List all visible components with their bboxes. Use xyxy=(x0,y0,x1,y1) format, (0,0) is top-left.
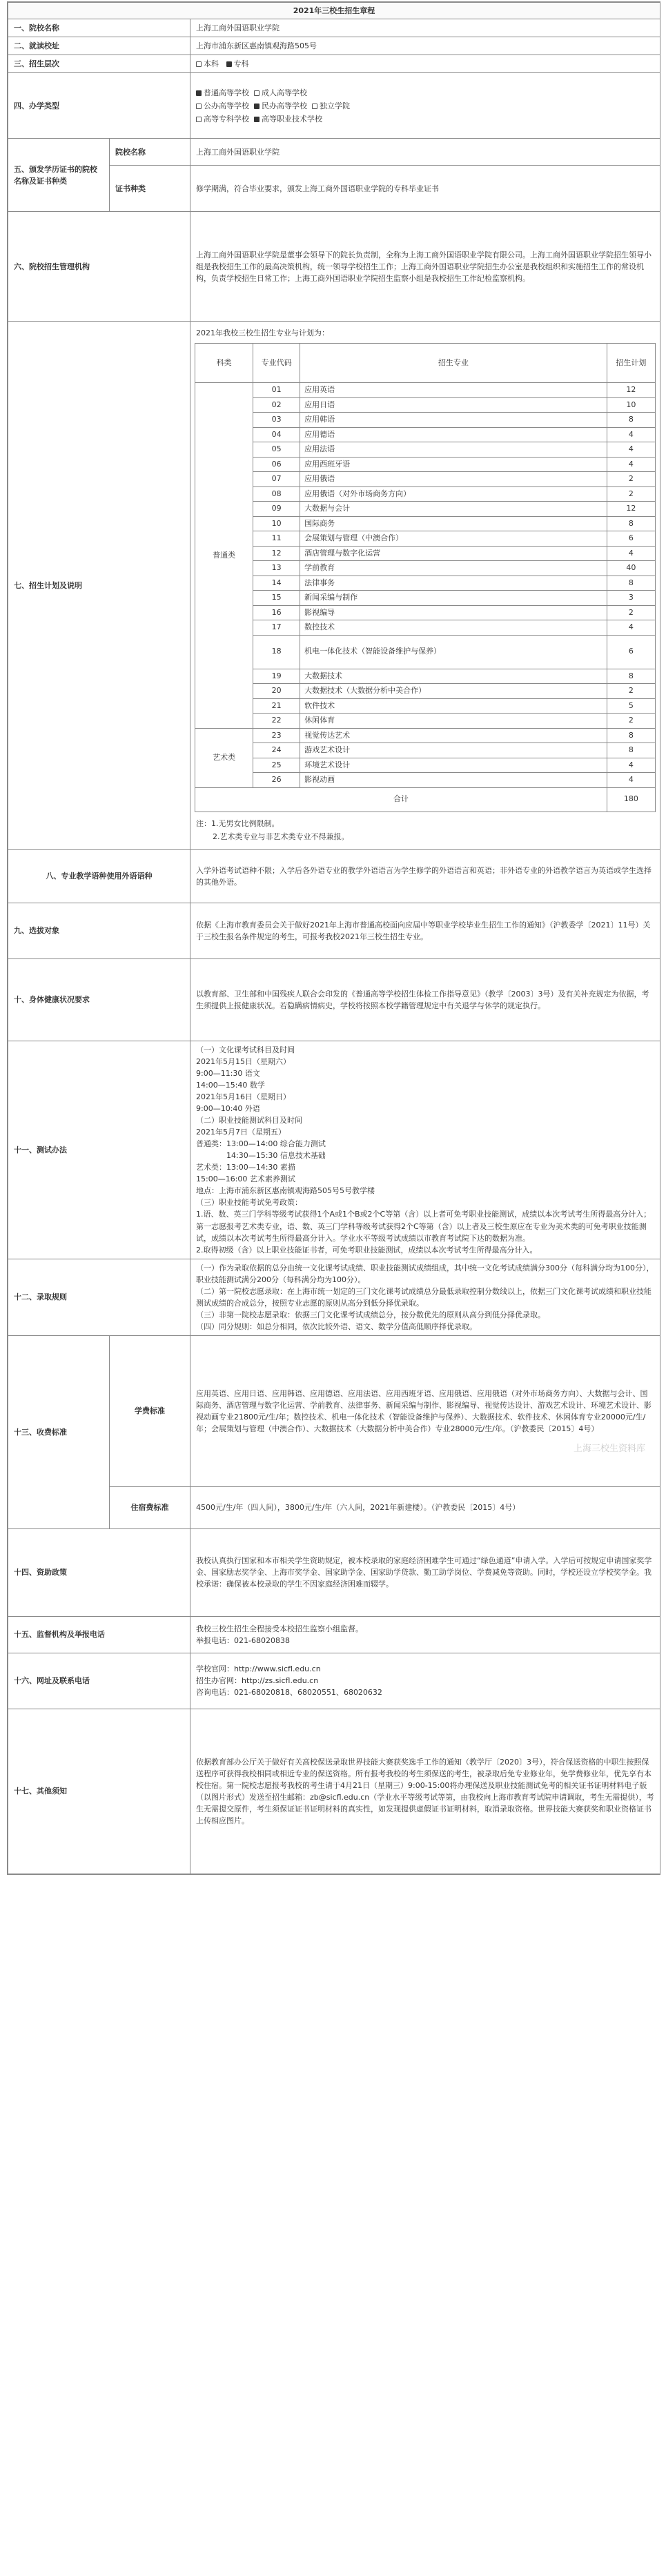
value-admin-body: 上海工商外国语职业学院是董事会领导下的院长负责制，全称为上海工商外国语职业学院有限公司。上海工商外国语职业学院招生领导小组是我校招生工作的最高决策机构，统一领导学校招生工作；上海工商外国语职业学院招生办公室是我校组织和实施招生工作的常设机构，负责学校招生日常工作；上海工商外国语职业学院招生监察小组是我校招生工作纪检监察机构。 xyxy=(190,212,660,322)
major-count: 2 xyxy=(607,486,655,502)
major-name: 应用英语 xyxy=(300,383,607,398)
category-art: 艺术类 xyxy=(195,728,253,787)
major-code: 05 xyxy=(253,442,300,458)
note-2: 2.艺术类专业与非艺术类专业不得兼报。 xyxy=(213,832,349,841)
checkbox-icon xyxy=(254,117,259,122)
label-cert-school: 院校名称 xyxy=(110,139,190,166)
text-line: （三）非第一院校志愿录取：依据三门文化课考试成绩总分，按分数优先的原则从高分到低分择优录取。 xyxy=(196,1310,545,1319)
checkbox-icon xyxy=(196,117,202,122)
text-line: 2.取得初级（含）以上职业技能证书者，可免考职业技能测试，成绩以本次考试考生所得最高分计入。 xyxy=(196,1245,538,1255)
label-supervision: 十五、监督机构及举报电话 xyxy=(8,1616,190,1653)
label-campus-address: 二、就读校址 xyxy=(8,37,190,55)
major-code: 15 xyxy=(253,591,300,606)
category-general: 普通类 xyxy=(195,383,253,729)
major-count: 2 xyxy=(607,605,655,620)
contact-admission-site: 招生办官网：http://zs.sicfl.edu.cn xyxy=(196,1676,319,1686)
major-name: 应用德语 xyxy=(300,427,607,442)
major-code: 21 xyxy=(253,698,300,714)
major-code: 09 xyxy=(253,502,300,517)
text-line: 普通类：13:00—14:00 综合能力测试 xyxy=(196,1139,326,1149)
major-name: 应用日语 xyxy=(300,397,607,413)
checkbox-icon xyxy=(254,90,259,96)
label-certificate: 五、颁发学历证书的院校名称及证书种类 xyxy=(8,139,110,212)
label-aid: 十四、资助政策 xyxy=(8,1528,190,1616)
row-campus-address xyxy=(8,37,660,55)
row-enrollment-plan xyxy=(8,322,660,850)
major-count: 4 xyxy=(607,758,655,773)
text-line: （三）职业技能考试免考政策： xyxy=(196,1198,302,1208)
row-admission-rules xyxy=(8,1259,660,1335)
major-code: 11 xyxy=(253,531,300,547)
major-name: 应用韩语 xyxy=(300,413,607,428)
value-level xyxy=(190,55,660,73)
checkbox-icon xyxy=(312,104,317,109)
quota-row xyxy=(195,698,656,714)
test-lines xyxy=(196,1044,654,1256)
quota-row xyxy=(195,635,656,669)
quota-row xyxy=(195,457,656,472)
major-code: 12 xyxy=(253,546,300,561)
admission-charter-document xyxy=(7,1,660,1875)
major-code: 25 xyxy=(253,758,300,773)
quota-row xyxy=(195,397,656,413)
document-title: 2021年三校生招生章程 xyxy=(8,3,660,19)
row-school-name xyxy=(8,19,660,37)
text-line: 1.语、数、英三门学科等级考试获得1个A或1个B或2个C等第（含）以上者可免考职业技能测试，成绩以本次考试考生所得最高分计入；第一志愿报考艺术类专业，语、数、英三门学科等级考试获得2个C等第（含）以上者及三校生原应在专业为美术类的可免考职业技能测试，成绩以本次考试考生所得最高分计入。学业水平等级考试成绩以市教育考试院下达的数据为准。 xyxy=(196,1210,652,1243)
major-count: 8 xyxy=(607,743,655,758)
note-1: 注：1.无男女比例限制。 xyxy=(196,818,280,828)
label-level: 三、招生层次 xyxy=(8,55,190,73)
row-admin-body xyxy=(8,212,660,322)
label-school-type: 四、办学类型 xyxy=(8,73,190,139)
type-line-1: 公办高等学校 民办高等学校 独立学院 xyxy=(196,99,654,112)
major-code: 26 xyxy=(253,773,300,788)
quota-row xyxy=(195,773,656,788)
plan-notes xyxy=(195,812,656,848)
quota-table xyxy=(195,343,656,812)
value-enrollment-plan xyxy=(190,322,660,850)
major-code: 22 xyxy=(253,714,300,729)
quota-row xyxy=(195,669,656,684)
major-code: 24 xyxy=(253,743,300,758)
row-aid xyxy=(8,1528,660,1616)
major-code: 08 xyxy=(253,486,300,502)
value-school-name: 上海工商外国语职业学院 xyxy=(190,19,660,37)
contact-website: 学校官网：http://www.sicfl.edu.cn xyxy=(196,1664,321,1674)
quota-row xyxy=(195,591,656,606)
label-health: 十、身体健康状况要求 xyxy=(8,958,190,1041)
label-admin-body: 六、院校招生管理机构 xyxy=(8,212,190,322)
checkbox-icon xyxy=(254,104,259,109)
row-supervision xyxy=(8,1616,660,1653)
value-aid: 我校认真执行国家和本市相关学生资助规定，被本校录取的家庭经济困难学生可通过“绿色通道”申请入学。入学后可按规定申请国家奖学金、国家励志奖学金、上海市奖学金、国家助学金、国家助学贷款、勤工助学岗位、学费减免等资助。同时，学校还设立学校奖学金。我校承诺：确保被本校录取的学生不因家庭经济困难而辍学。 xyxy=(190,1528,660,1616)
quota-row xyxy=(195,561,656,576)
major-count: 8 xyxy=(607,576,655,591)
quota-row xyxy=(195,427,656,442)
value-dorm: 4500元/生/年（四人间），3800元/生/年（六人间，2021年新建楼）。（沪教委民〔2015〕4号） xyxy=(190,1486,660,1528)
major-name: 大数据与会计 xyxy=(300,502,607,517)
text-line: （四）同分规则：如总分相同，依次比较外语、语文、数学分值高低顺序择优录取。 xyxy=(196,1321,477,1331)
value-test-method xyxy=(190,1041,660,1259)
label-notes: 十七、其他须知 xyxy=(8,1709,190,1874)
supervision-line-1: 我校三校生招生全程接受本校招生监察小组监督。 xyxy=(196,1624,363,1633)
major-count: 8 xyxy=(607,728,655,743)
text-line: 9:00—10:40 外语 xyxy=(196,1104,260,1114)
text-line: 9:00—11:30 语文 xyxy=(196,1068,260,1078)
row-health xyxy=(8,958,660,1041)
row-notes xyxy=(8,1709,660,1874)
quota-row xyxy=(195,442,656,458)
major-count: 4 xyxy=(607,442,655,458)
major-count: 4 xyxy=(607,427,655,442)
text-line: 2021年5月16日（星期日） xyxy=(196,1092,291,1102)
major-name: 应用俄语 xyxy=(300,472,607,487)
text-line: 艺术类：13:00—14:30 素描 xyxy=(196,1163,295,1172)
major-code: 04 xyxy=(253,427,300,442)
text-line: 14:30—15:30 信息技术基础 xyxy=(196,1151,326,1161)
value-school-type xyxy=(190,73,660,139)
row-certificate-school xyxy=(8,139,660,166)
value-notes: 依据教育部办公厅关于做好有关高校保送录取世界技能大赛获奖选手工作的通知（教学厅〔2020〕3号），符合保送资格的中职生按照保送程序可获得我校相同或相近专业的保送资格。所有报考我校的考生须保送的考生，被录取后免专业修业年，免学费修业年，优先享有本校住宿。第一院校志愿报考我校的考生请于4月21日（星期三）9:00-15:00将办理保送及职业技能测试免考的相关证书证明材料电子版（以图片形式）发送至招生邮箱：zb@sicfl.edu.cn（学业水平等级考试等第，由我校向上海市教育考试院申请调取，考生无需提供），考生无需提交原件，考生须保证证书证明材料的真实性，如发现提供虚假证书证明材料，取消录取资格。世界技能大赛获奖和职业资格证书上传相应图片。 xyxy=(190,1709,660,1874)
label-candidates: 九、选拔对象 xyxy=(8,903,190,958)
major-name: 酒店管理与数字化运营 xyxy=(300,546,607,561)
row-teaching-language xyxy=(8,849,660,903)
major-count: 5 xyxy=(607,698,655,714)
major-code: 17 xyxy=(253,620,300,636)
text-line: （一）文化课考试科目及时间 xyxy=(196,1045,295,1054)
major-name: 会展策划与管理（中澳合作） xyxy=(300,531,607,547)
major-code: 01 xyxy=(253,383,300,398)
plan-intro: 2021年我校三校生招生专业与计划为： xyxy=(196,328,329,338)
row-test-method xyxy=(8,1041,660,1259)
major-code: 20 xyxy=(253,684,300,699)
major-count: 12 xyxy=(607,502,655,517)
major-count: 40 xyxy=(607,561,655,576)
major-count: 4 xyxy=(607,457,655,472)
major-code: 23 xyxy=(253,728,300,743)
major-code: 07 xyxy=(253,472,300,487)
supervision-line-2: 举报电话：021-68020838 xyxy=(196,1635,290,1645)
major-name: 国际商务 xyxy=(300,516,607,531)
major-code: 06 xyxy=(253,457,300,472)
quota-row xyxy=(195,383,656,398)
text-line: （一）作为录取依据的总分由统一文化课考试成绩、职业技能测试成绩组成，其中统一文化考试成绩满分300分（每科满分均为100分），职业技能测试满分200分（每科满分均为100分）。 xyxy=(196,1263,654,1284)
major-count: 2 xyxy=(607,472,655,487)
value-tuition: 应用英语、应用日语、应用韩语、应用德语、应用法语、应用西班牙语、应用俄语、应用俄语（对外市场商务方向）、大数据与会计、国际商务、酒店管理与数字化运营、学前教育、法律事务、新闻采编与制作、影视编导、视觉传达设计、游戏艺术设计、环境艺术设计、影视动画专业21800元/生/年；数控技术、机电一体化技术（智能设备维护与保养）、大数据技术、软件技术、休闲体育专业20000元/生/年；会展策划与管理（中澳合作）、大数据技术（大数据分析中美合作）专业28000元/生/年。（沪教委民〔2015〕4号） xyxy=(190,1335,660,1486)
major-code: 10 xyxy=(253,516,300,531)
major-count: 12 xyxy=(607,383,655,398)
text-line: （二）职业技能测试科目及时间 xyxy=(196,1116,302,1125)
quota-body xyxy=(195,344,656,812)
header-major: 招生专业 xyxy=(300,344,607,383)
major-code: 03 xyxy=(253,413,300,428)
major-name: 应用法语 xyxy=(300,442,607,458)
quota-row xyxy=(195,546,656,561)
major-count: 4 xyxy=(607,546,655,561)
major-count: 3 xyxy=(607,591,655,606)
level-option-0: 本科 xyxy=(196,59,219,68)
label-admission-rules: 十二、录取规则 xyxy=(8,1259,190,1335)
value-admission-rules xyxy=(190,1259,660,1335)
major-count: 4 xyxy=(607,773,655,788)
value-cert-school: 上海工商外国语职业学院 xyxy=(190,139,660,166)
major-name: 大数据技术 xyxy=(300,669,607,684)
quota-row xyxy=(195,502,656,517)
label-tuition: 学费标准 xyxy=(110,1335,190,1486)
major-code: 18 xyxy=(253,635,300,669)
quota-row xyxy=(195,516,656,531)
value-contact xyxy=(190,1653,660,1709)
major-name: 影视编导 xyxy=(300,605,607,620)
value-campus-address: 上海市浦东新区惠南镇观海路505号 xyxy=(190,37,660,55)
label-dorm: 住宿费标准 xyxy=(110,1486,190,1528)
checkbox-icon xyxy=(196,90,202,96)
label-teaching-language: 八、专业教学语种使用外语语种 xyxy=(8,849,190,903)
major-count: 8 xyxy=(607,516,655,531)
major-name: 法律事务 xyxy=(300,576,607,591)
text-line: 地点：上海市浦东新区惠南镇观海路505号5号教学楼 xyxy=(196,1186,375,1196)
major-count: 8 xyxy=(607,413,655,428)
major-name: 应用俄语（对外市场商务方向） xyxy=(300,486,607,502)
major-name: 数控技术 xyxy=(300,620,607,636)
text-line: 14:00—15:40 数学 xyxy=(196,1080,265,1090)
label-cert-type: 证书种类 xyxy=(110,166,190,212)
header-code: 专业代码 xyxy=(253,344,300,383)
quota-row xyxy=(195,472,656,487)
major-name: 应用西班牙语 xyxy=(300,457,607,472)
label-contact: 十六、网址及联系电话 xyxy=(8,1653,190,1709)
major-count: 2 xyxy=(607,714,655,729)
text-line: 2021年5月7日（星期五） xyxy=(196,1128,286,1137)
row-candidates xyxy=(8,903,660,958)
label-test-method: 十一、测试办法 xyxy=(8,1041,190,1259)
row-school-type xyxy=(8,73,660,139)
quota-total-row xyxy=(195,787,656,812)
text-line: （二）第一院校志愿录取：在上海市统一划定的三门文化课考试成绩总分最低录取控制分数线以上，依据三门文化课考试成绩和职业技能测试成绩的合成总分，按照专业志愿的原则从高分到低分择优录取。 xyxy=(196,1286,652,1308)
major-name: 休闲体育 xyxy=(300,714,607,729)
total-value: 180 xyxy=(607,787,655,812)
value-teaching-language: 入学外语考试语种不限；入学后各外语专业的教学外语语言为学生修学的外语语言和英语；非外语专业的外语教学语言为英语或学生选择的其他外语。 xyxy=(190,849,660,903)
quota-row xyxy=(195,486,656,502)
label-school-name: 一、院校名称 xyxy=(8,19,190,37)
major-code: 16 xyxy=(253,605,300,620)
type-line-2: 高等专科学校 高等职业技术学校 xyxy=(196,112,654,126)
checkbox-icon xyxy=(196,61,202,67)
major-name: 机电一体化技术（智能设备维护与保养） xyxy=(300,635,607,669)
major-name: 软件技术 xyxy=(300,698,607,714)
level-option-1: 专科 xyxy=(226,59,249,68)
total-label: 合计 xyxy=(195,787,607,812)
checkbox-icon xyxy=(196,104,202,109)
watermark: 上海三校生资料库 xyxy=(573,1444,645,1454)
type-line-0: 普通高等学校 成人高等学校 xyxy=(196,86,654,99)
quota-row xyxy=(195,743,656,758)
value-supervision xyxy=(190,1616,660,1653)
quota-row xyxy=(195,714,656,729)
quota-row xyxy=(195,605,656,620)
major-name: 新闻采编与制作 xyxy=(300,591,607,606)
major-count: 8 xyxy=(607,669,655,684)
major-count: 4 xyxy=(607,620,655,636)
value-candidates: 依据《上海市教育委员会关于做好2021年上海市普通高校面向应届中等职业学校毕业生招生工作的通知》（沪教委学〔2021〕11号）关于三校生报名条件规定的考生，可报考我校2021年三校生招生专业。 xyxy=(190,903,660,958)
text-line: 2021年5月15日（星期六） xyxy=(196,1056,291,1066)
value-health: 以教育部、卫生部和中国残疾人联合会印发的《普通高等学校招生体检工作指导意见》（教学〔2003〕3号）及有关补充规定为依据，考生须提供上报健康状况。若隐瞒病情病史，学校将按照本校学籍管理规定中有关退学与休学的规定执行。 xyxy=(190,958,660,1041)
rule-lines xyxy=(196,1262,654,1333)
quota-row xyxy=(195,413,656,428)
row-contact xyxy=(8,1653,660,1709)
major-name: 游戏艺术设计 xyxy=(300,743,607,758)
quota-row xyxy=(195,531,656,547)
label-enrollment-plan: 七、招生计划及说明 xyxy=(8,322,190,850)
major-count: 6 xyxy=(607,635,655,669)
major-name: 学前教育 xyxy=(300,561,607,576)
major-name: 环境艺术设计 xyxy=(300,758,607,773)
major-name: 视觉传达艺术 xyxy=(300,728,607,743)
header-count: 招生计划 xyxy=(607,344,655,383)
row-level xyxy=(8,55,660,73)
quota-header xyxy=(195,344,656,383)
quota-row xyxy=(195,576,656,591)
major-name: 大数据技术（大数据分析中美合作） xyxy=(300,684,607,699)
row-fees-tuition xyxy=(8,1335,660,1486)
major-code: 02 xyxy=(253,397,300,413)
major-count: 6 xyxy=(607,531,655,547)
major-code: 13 xyxy=(253,561,300,576)
quota-row xyxy=(195,620,656,636)
major-name: 影视动画 xyxy=(300,773,607,788)
quota-row xyxy=(195,684,656,699)
quota-row xyxy=(195,728,656,743)
contact-phone: 咨询电话：021-68020818、68020551、68020632 xyxy=(196,1688,382,1698)
major-count: 2 xyxy=(607,684,655,699)
quota-row xyxy=(195,758,656,773)
checkbox-icon xyxy=(226,61,232,67)
text-line: 15:00—16:00 艺术素养测试 xyxy=(196,1174,295,1184)
value-cert-type: 修学期满，符合毕业要求，颁发上海工商外国语职业学院的专科毕业证书 xyxy=(190,166,660,212)
major-count: 10 xyxy=(607,397,655,413)
charter-table xyxy=(8,2,660,1874)
major-code: 19 xyxy=(253,669,300,684)
major-code: 14 xyxy=(253,576,300,591)
label-fees: 十三、收费标准 xyxy=(8,1335,110,1528)
header-category: 科类 xyxy=(195,344,253,383)
